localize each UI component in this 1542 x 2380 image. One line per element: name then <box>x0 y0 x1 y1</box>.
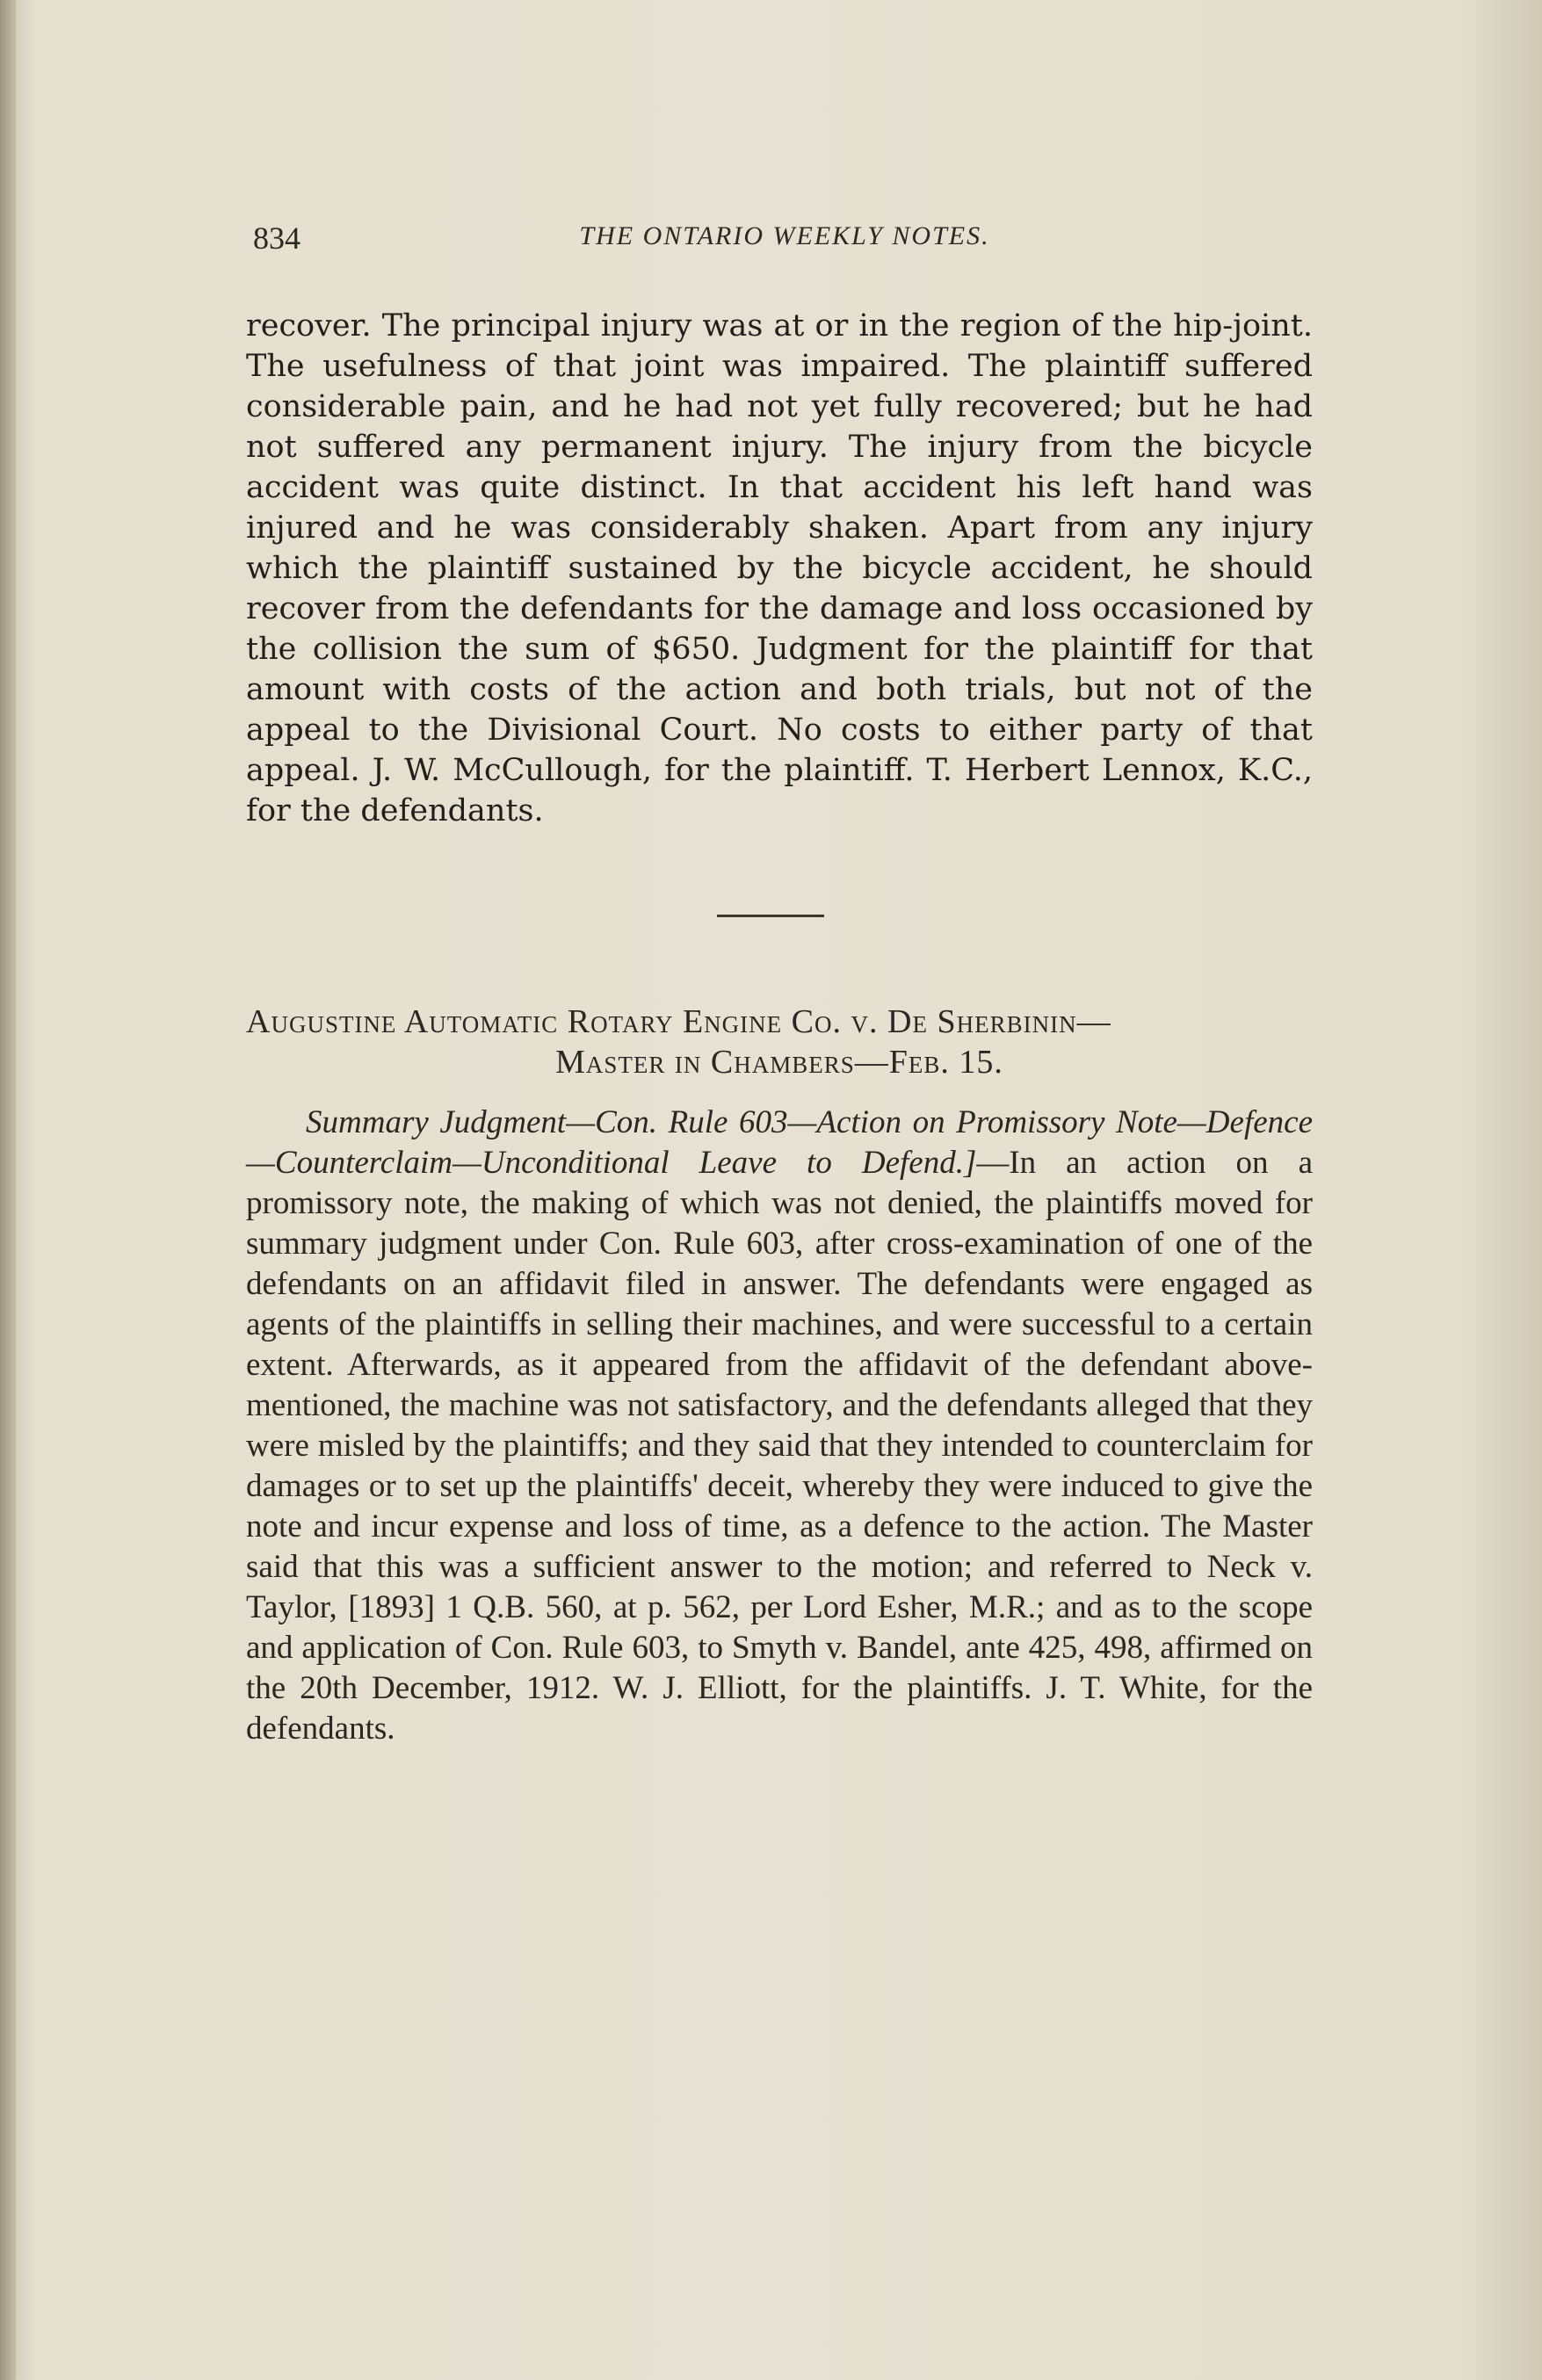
case-body: —In an action on a promissory note, the making of which was not denied, the plaintiffs moved for summary judgment under Con. Rule 603, after cross-examination of one of the defendants on an affidavit filed in answer. The defendants were engaged as agents of the plaintiffs in selling their machines, and were successful to a certain extent. Afterwards, as it appeared from the affidavit of the defendant above-mentioned, the machine was not satisfactory, and the defendants alleged that they were misled by the plaintiffs; and they said that they intended to counterclaim for damages or to set up the plaintiffs' deceit, whereby they were induced to give the note and incur expense and loss of time, as a defence to the action. The Master said that this was a sufficient answer to the motion; and referred to Neck v. Taylor, [1893] 1 Q.B. 560, at p. 562, per Lord Esher, M.R.; and as to the scope and application of Con. Rule 603, to Smyth v. Bandel, ante 425, 498, affirmed on the 20th December, 1912. W. J. Elliott, for the plaintiffs. J. T. White, for the defendants. <box>246 1145 1313 1747</box>
page-number: 834 <box>253 221 300 256</box>
case-catchwords: Summary Judgment—Con. Rule 603—Action on Promissory Note—Defence—Counterclaim—Unconditional Leave to Defend.] <box>246 1104 1313 1181</box>
page-header <box>253 220 1316 272</box>
case-title-line-1: Augustine Automatic Rotary Engine Co. v. De Sherbinin— <box>246 1003 1111 1040</box>
section-divider <box>717 915 824 917</box>
case-title <box>246 1002 1313 1082</box>
running-head: THE ONTARIO WEEKLY NOTES. <box>579 221 990 250</box>
page-spine-shadow <box>0 0 16 2380</box>
case-title-line-2: Master in Chambers—Feb. 15. <box>555 1044 1003 1081</box>
case-report <box>246 1103 1313 1749</box>
previous-case-conclusion: recover. The principal injury was at or in the region of the hip-joint. The usefulness of that joint was impaired. The plaintiff suffered considerable pain, and he had not yet fully recovered; but he had not suffered any permanent injury. The injury from the bicycle accident was quite distinct. In that accident his left hand was injured and he was considerably shaken. Apart from any injury which the plaintiff sustained by the bicycle accident, he should recover from the defendants for the damage and loss occasioned by the collision the sum of $650. Judgment for the plaintiff for that amount with costs of the action and both trials, but not of the appeal to the Divisional Court. No costs to either party of that appeal. J. W. McCullough, for the plaintiff. T. Herbert Lennox, K.C., for the defendants. <box>246 308 1313 828</box>
